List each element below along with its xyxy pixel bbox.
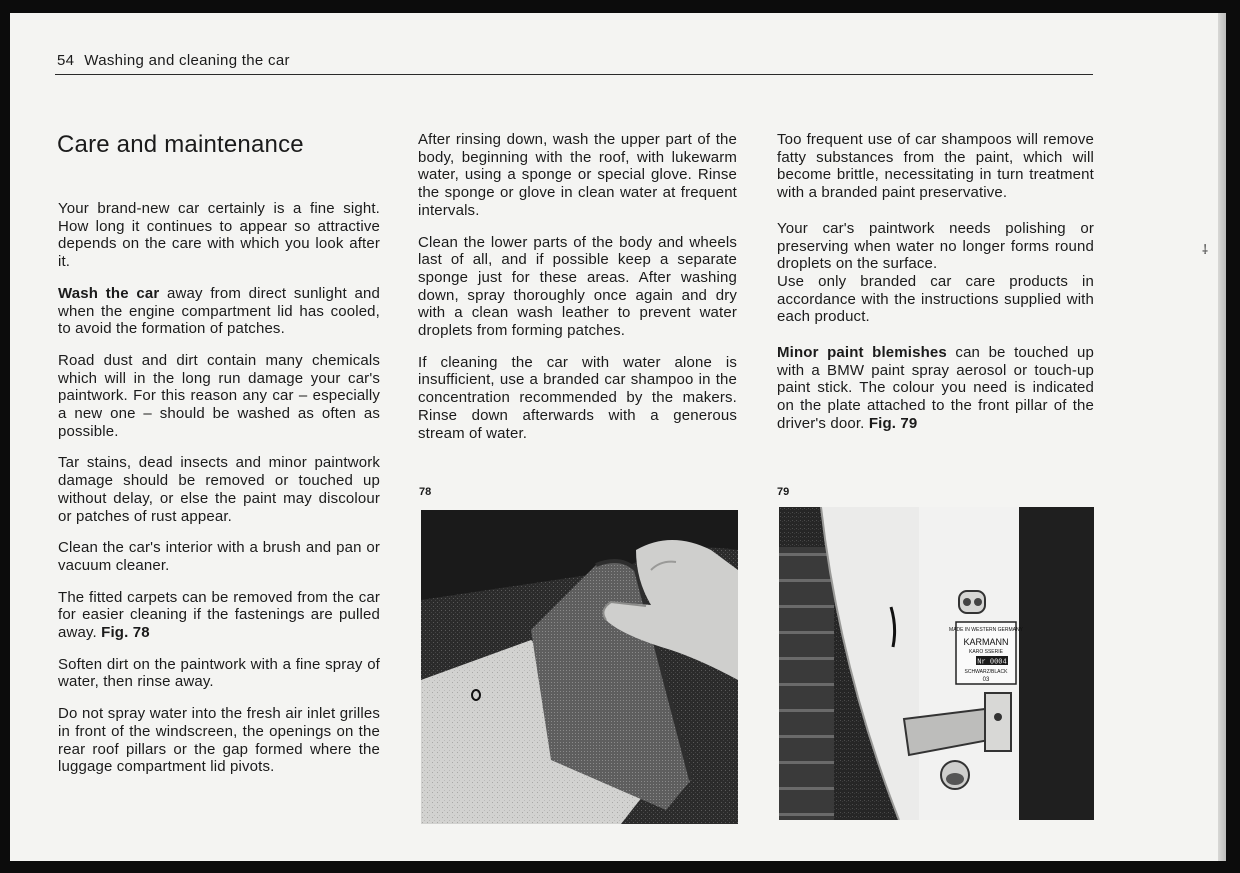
paragraph-tar-stains: Tar stains, dead insects and minor paintwork damage should be removed or touched up without delay, or else the paint may discolour or patches of rust appear. (58, 454, 380, 525)
header-rule (55, 74, 1093, 75)
page-number: 54 (57, 52, 75, 69)
margin-mark: ⸸ (1202, 242, 1209, 257)
paragraph-polishing: Your car's paintwork needs polishing or preserving when water no longer forms round droplets on the surface. (777, 219, 1094, 273)
figure-79-label: 79 (777, 486, 790, 498)
page-edge (1218, 13, 1226, 861)
paragraph-do-not-spray: Do not spray water into the fresh air inlet grilles in front of the windscreen, the openings on the rear roof pillars or the gap formed where the luggage compartment lid pivots. (58, 705, 380, 776)
column-1 (58, 200, 380, 776)
paragraph-shampoo-warning: Too frequent use of car shampoos will remove fatty substances from the paint, which will become brittle, necessitating in turn treatment with a branded paint preservative. (777, 131, 1094, 202)
paragraph-branded-products: Use only branded car care products in accordance with the instructions supplied with each product. (777, 272, 1094, 326)
figure-78-photo (421, 510, 738, 824)
paragraph-soften-dirt: Soften dirt on the paintwork with a fine spray of water, then rinse away. (58, 655, 380, 691)
column-3 (777, 131, 1094, 433)
paragraph-intro: Your brand-new car certainly is a fine sight. How long it continues to appear so attractive depends on the care with which you look after it. (58, 200, 380, 271)
paragraph-carpets: The fitted carpets can be removed from the car for easier cleaning if the fastenings are pulled away. Fig. 78 (58, 588, 380, 642)
figure-reference: Fig. 79 (868, 414, 918, 432)
figure-78-label: 78 (419, 486, 432, 498)
plate-line-3: KARO SSERIE (969, 649, 1003, 655)
figure-79-photo (779, 507, 1094, 820)
running-header (57, 52, 290, 69)
plate-line-1: MADE IN WESTERN GERMANY (949, 627, 1023, 633)
paragraph-upper-body: After rinsing down, wash the upper part of the body, beginning with the roof, with lukewarm water, using a sponge or special glove. Rinse the sponge or glove in clean water at frequent intervals. (418, 131, 737, 219)
bold-term: Minor paint blemishes (777, 344, 947, 362)
figure-reference: Fig. 78 (101, 624, 150, 642)
door-pillar-illustration (779, 507, 1094, 820)
carpet-photo-illustration (421, 510, 738, 824)
paragraph-paint-blemishes: Minor paint blemishes can be touched up with a BMW paint spray aerosol or touch-up paint stick. The colour you need is indicated on the plate attached to the front pillar of the driver's door. Fig. 79 (777, 344, 1094, 432)
plate-line-5: SCHWARZ/BLACK (964, 669, 1008, 675)
plate-line-4: Nr 0004 (977, 658, 1007, 667)
section-title: Washing and cleaning the car (84, 52, 290, 69)
paragraph-lower-body: Clean the lower parts of the body and wheels last of all, and if possible keep a separate sponge just for these areas. After washing down, spray thoroughly once again and dry with a clean wash leather to prevent water droplets from forming patches. (418, 233, 737, 340)
paragraph-shampoo: If cleaning the car with water alone is insufficient, use a branded car shampoo in the concentration recommended by the makers. Rinse down afterwards with a generous stream of water. (418, 353, 737, 442)
bold-term: Wash the car (58, 284, 160, 302)
plate-line-2: KARMANN (963, 637, 1009, 647)
page-title: Care and maintenance (57, 131, 304, 158)
paragraph-wash: Wash the car away from direct sunlight and when the engine compartment lid has cooled, to avoid the formation of patches. (58, 284, 380, 338)
paragraph-road-dust: Road dust and dirt contain many chemicals which will in the long run damage your car's paintwork. For this reason any car – especially a new one – should be washed as often as possible. (58, 351, 380, 440)
column-2 (418, 131, 737, 442)
plate-line-6: 03 (982, 677, 990, 683)
paragraph-interior: Clean the car's interior with a brush and pan or vacuum cleaner. (58, 539, 380, 574)
